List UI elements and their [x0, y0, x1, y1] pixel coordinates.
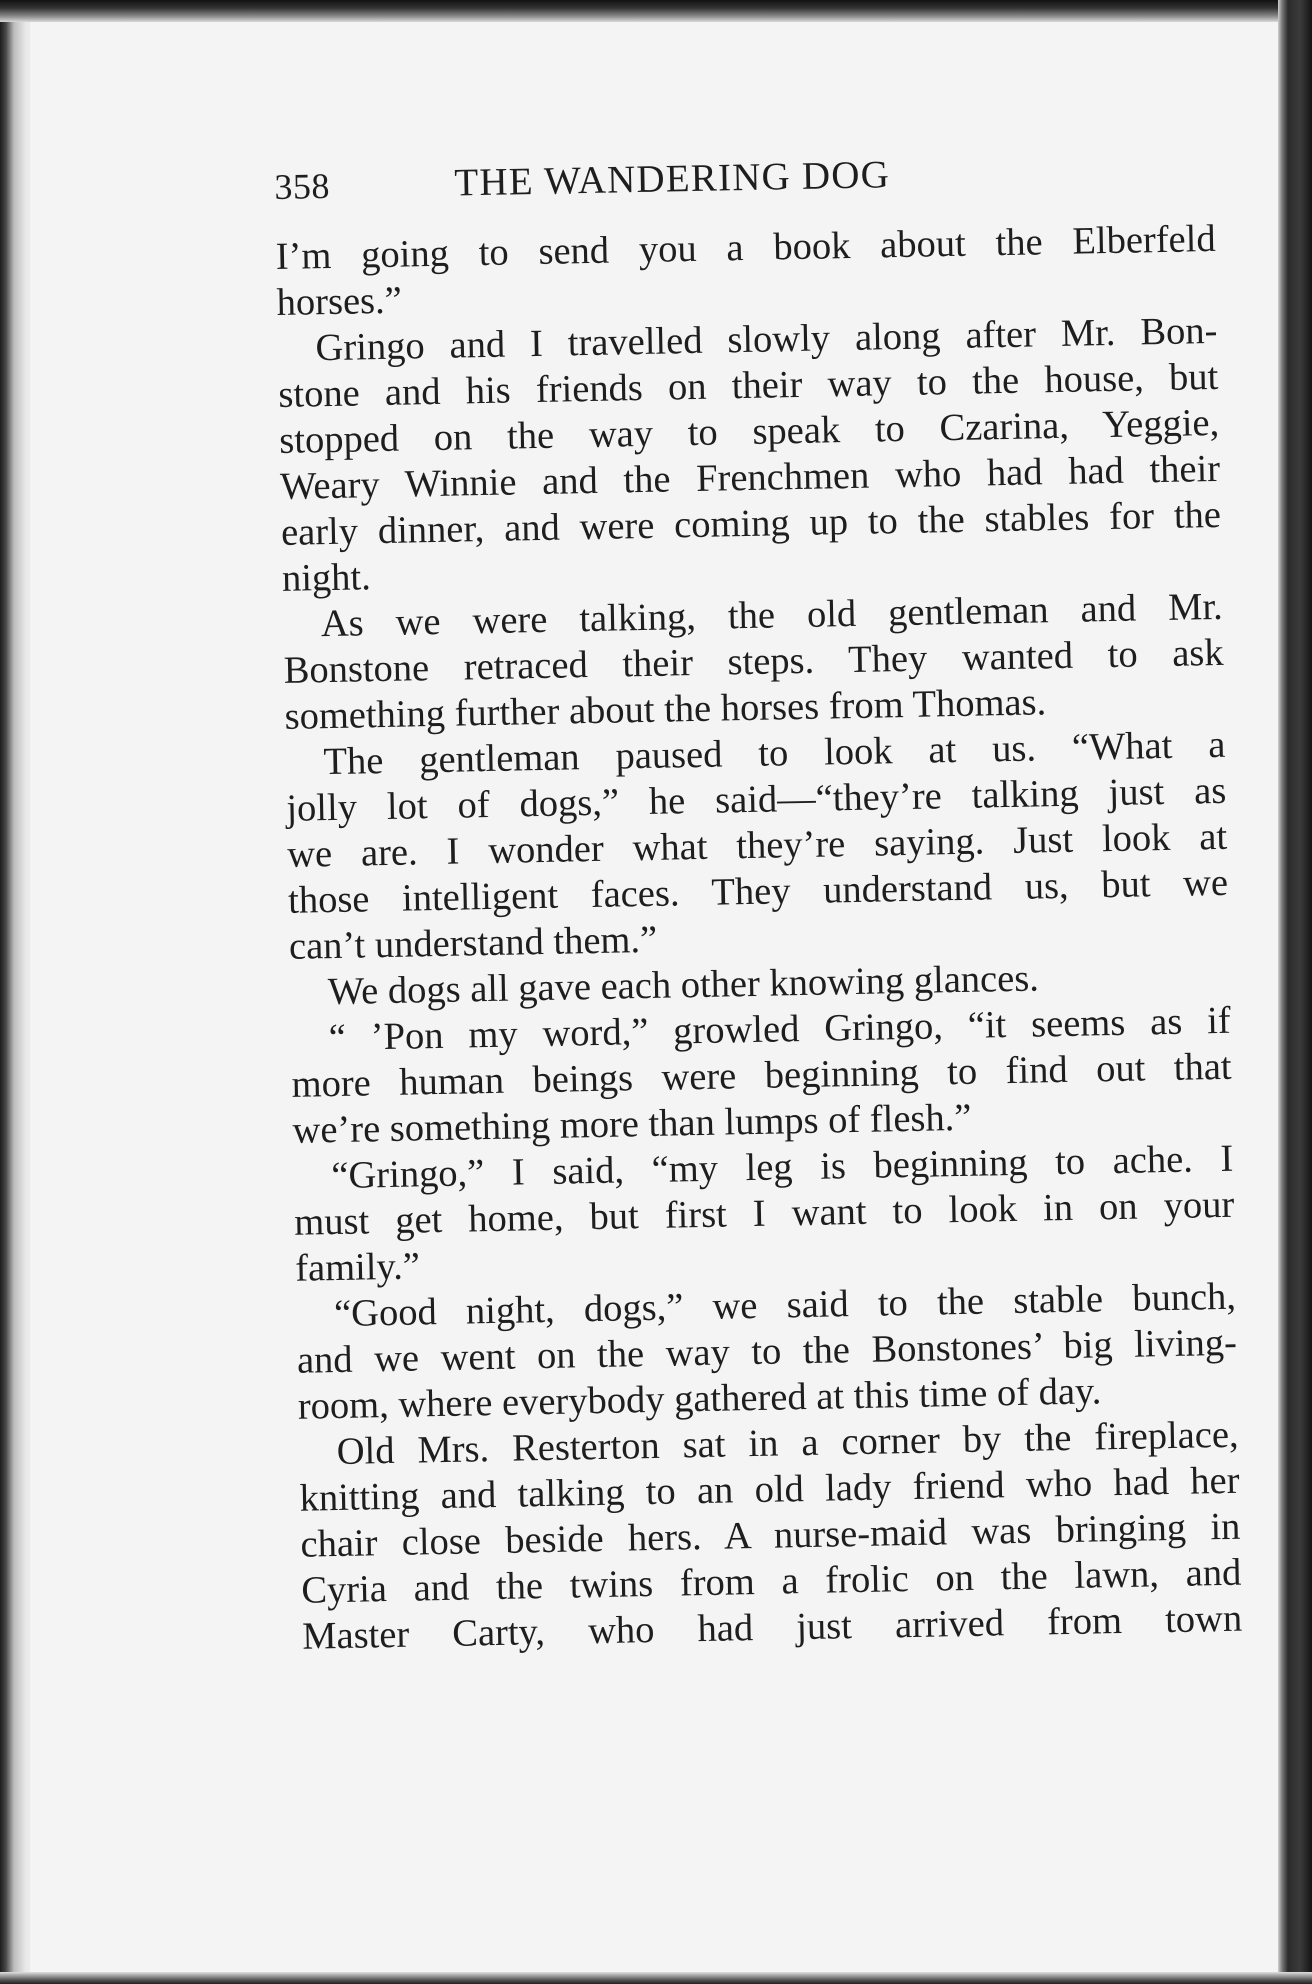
text-line: family.”	[294, 1245, 421, 1290]
text-line: we are. I wonder what they’re saying. Just look at	[286, 815, 1228, 876]
text-line: “ ’Pon my word,” growled Gringo, “it seems as if	[328, 999, 1232, 1060]
text-line: must get home, but first I want to look in on your	[293, 1183, 1235, 1244]
text-line: room, where everybody gathered at this time of day.	[297, 1370, 1102, 1428]
text-line: can’t understand them.”	[288, 918, 658, 968]
text-line: Weary Winnie and the Frenchmen who had had their	[279, 447, 1221, 508]
text-line: those intelligent faces. They understand us, but we	[287, 861, 1229, 922]
page-text-block	[274, 146, 1243, 1660]
text-line: early dinner, and were coming up to the stables for the	[280, 493, 1222, 554]
text-line: Gringo and I travelled slowly along after Mr. Bon-	[315, 309, 1218, 370]
scan-top-edge	[0, 0, 1312, 22]
text-line: knitting and talking to an old lady friend who had her	[299, 1459, 1240, 1520]
text-line: horses.”	[276, 279, 403, 324]
text-line: we’re something more than lumps of flesh.”	[292, 1096, 972, 1152]
text-line: “Gringo,” I said, “my leg is beginning to ache. I	[331, 1137, 1234, 1198]
text-line: Bonstone retraced their steps. They wanted to ask	[283, 631, 1224, 692]
text-line: stopped on the way to speak to Czarina, Yeggie,	[278, 401, 1220, 462]
text-line: Old Mrs. Resterton sat in a corner by the fireplace,	[336, 1413, 1239, 1474]
book-title: THE WANDERING DOG	[453, 153, 891, 205]
text-line: “Good night, dogs,” we said to the stable bunch,	[333, 1275, 1237, 1336]
page-number: 358	[274, 165, 331, 207]
body-text	[275, 216, 1242, 1660]
text-line: night.	[281, 556, 372, 600]
text-line: stone and his friends on their way to the house, but	[278, 355, 1219, 416]
scan-bottom-edge	[0, 1972, 1312, 1984]
text-line: more human beings were beginning to find out that	[291, 1045, 1232, 1106]
text-line: and we went on the way to the Bonstones’ big living-	[296, 1321, 1238, 1382]
text-line: Cyria and the twins from a frolic on the lawn, and	[300, 1551, 1242, 1612]
text-line: As we were talking, the old gentleman and Mr.	[320, 585, 1224, 646]
text-line: something further about the horses from Thomas.	[284, 681, 1047, 738]
scan-right-edge	[1278, 0, 1312, 1984]
text-line: The gentleman paused to look at us. “What a	[323, 723, 1226, 784]
book-page	[30, 22, 1278, 1972]
text-line: jolly lot of dogs,” he said—“they’re talking just as	[285, 769, 1227, 830]
text-line: Master Carty, who had just arrived from town	[301, 1597, 1243, 1658]
text-line: We dogs all gave each other knowing glances.	[327, 957, 1040, 1014]
text-line: I’m going to send you a book about the Elberfeld	[275, 217, 1217, 278]
text-line: chair close beside hers. A nurse-maid was bringing in	[300, 1505, 1241, 1566]
